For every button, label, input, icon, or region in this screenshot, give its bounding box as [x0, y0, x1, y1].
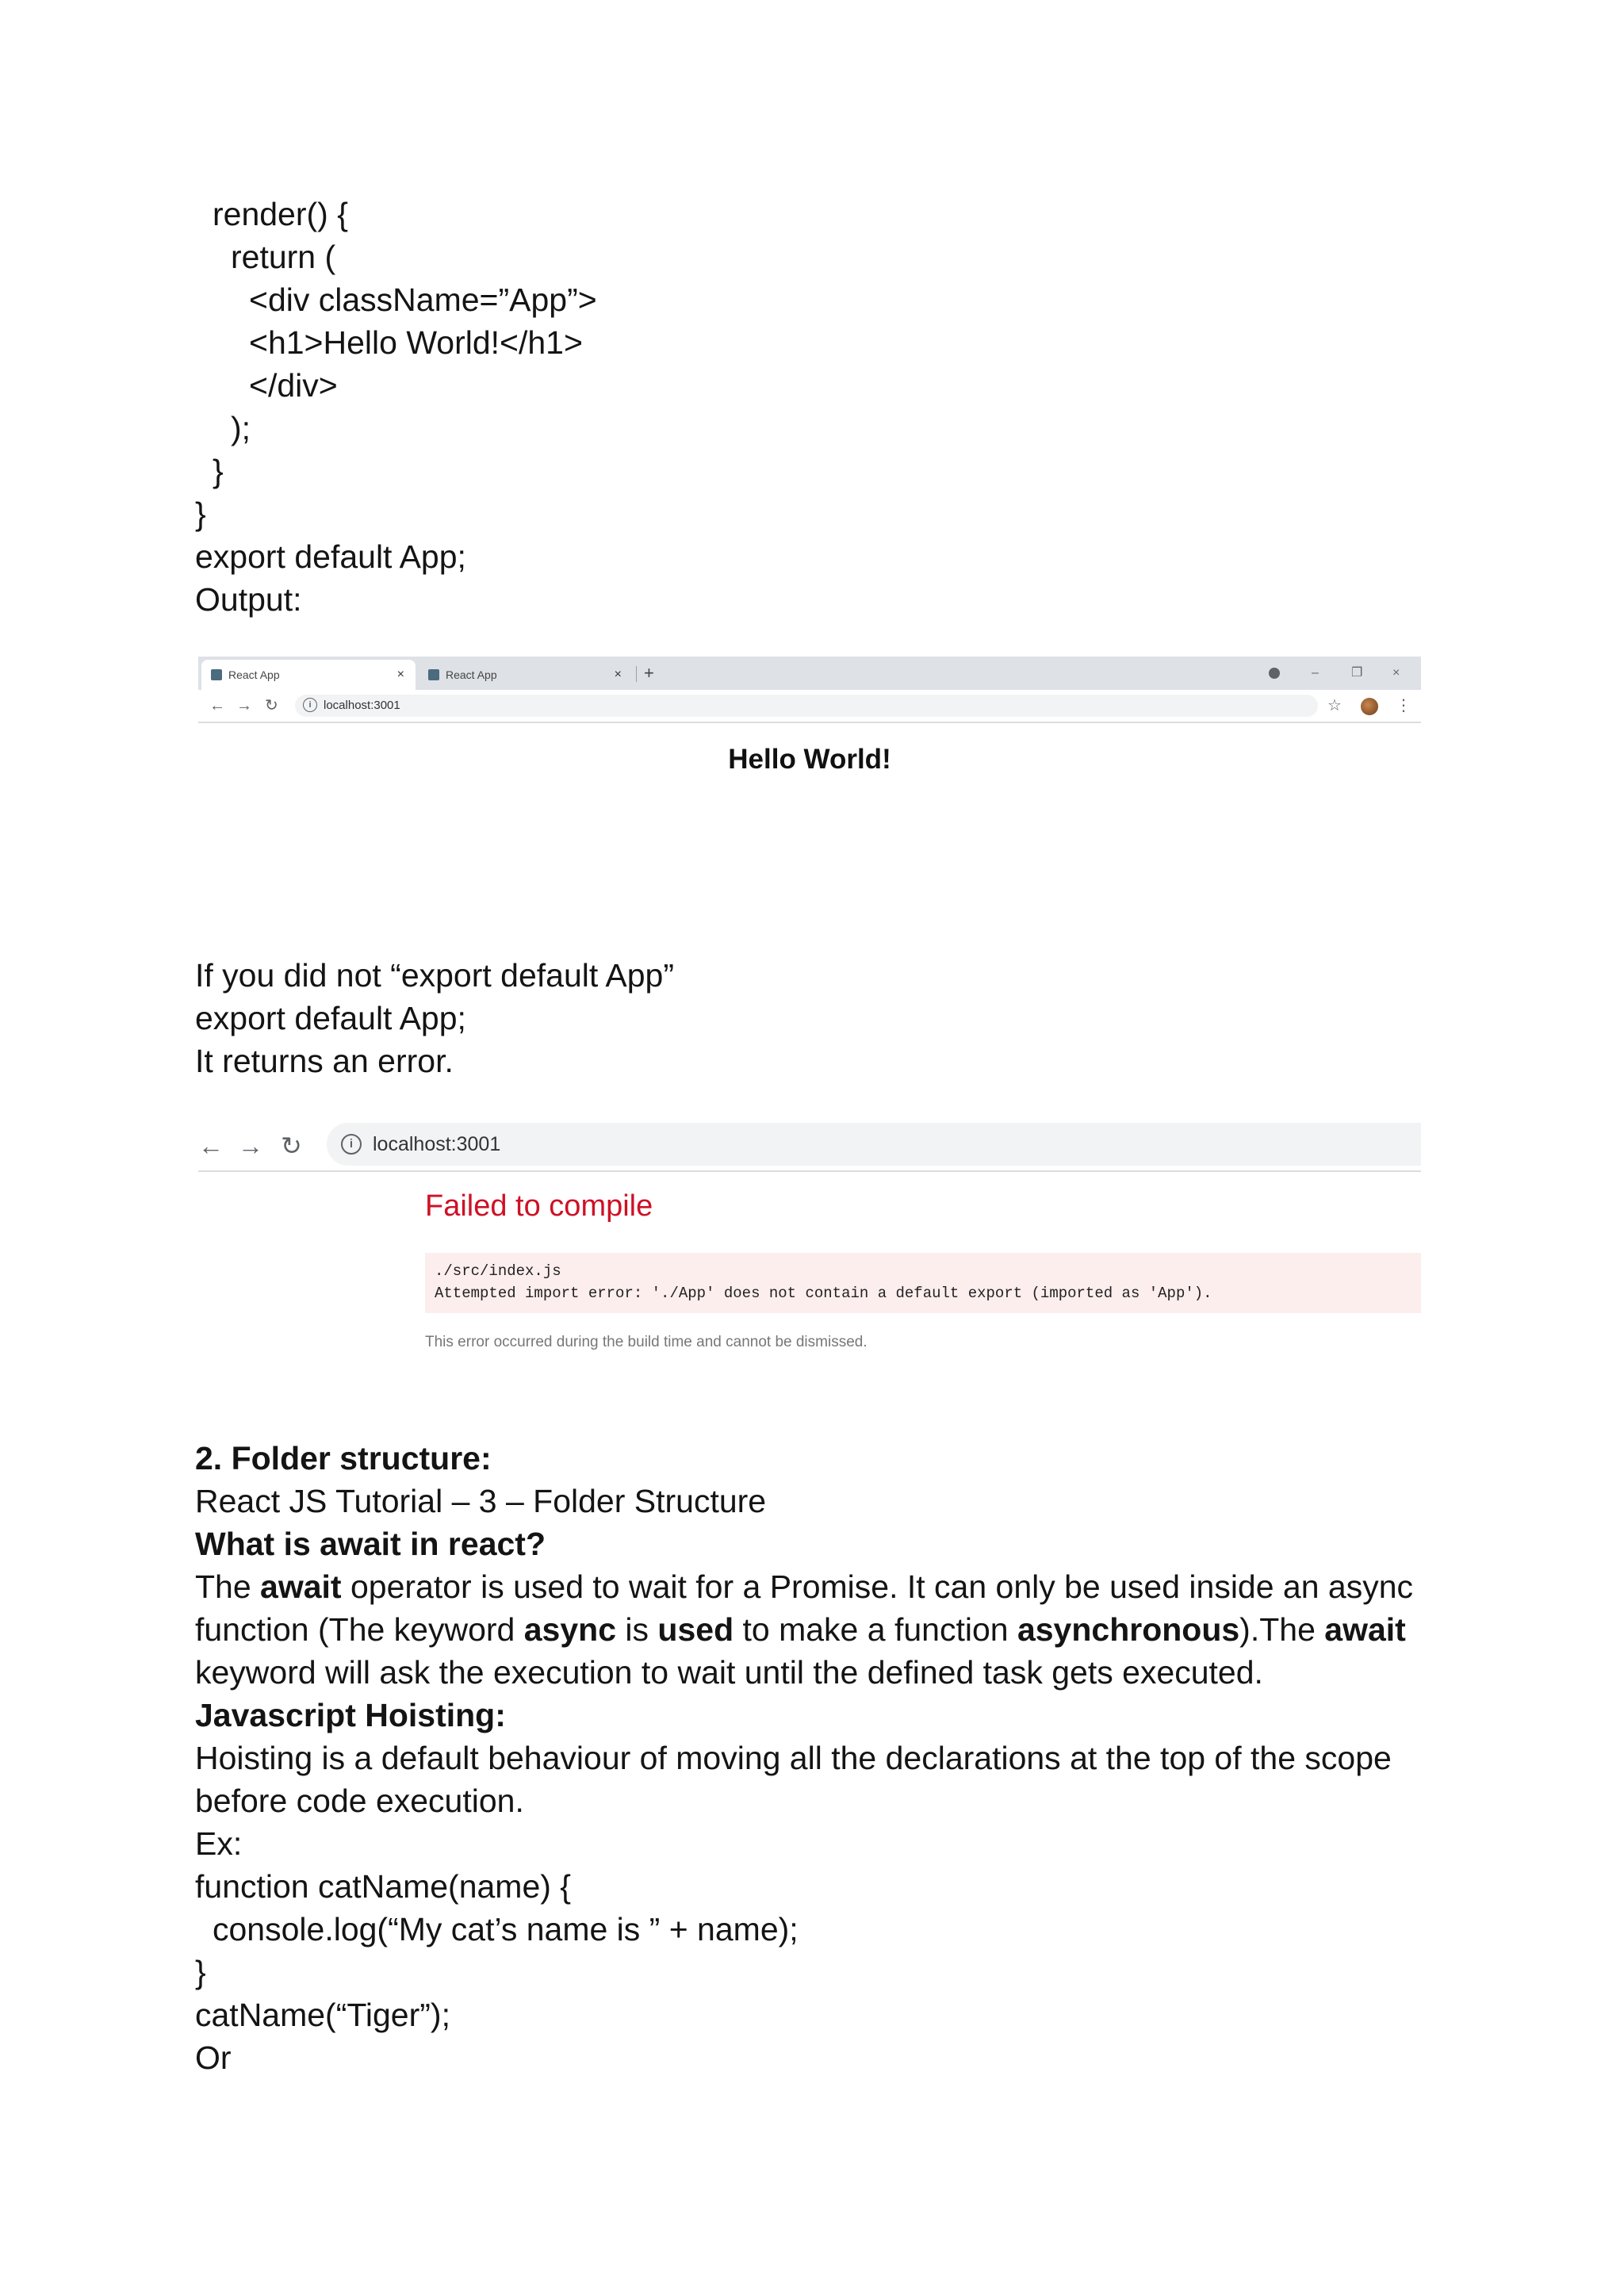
error-note: This error occurred during the build time and cannot be dismissed.: [425, 1334, 868, 1350]
paragraph-line: Hoisting is a default behaviour of moving all the declarations at the top of the scope: [195, 1740, 1392, 1776]
code-line: catName(“Tiger”);: [195, 1997, 450, 2033]
code-line: );: [231, 410, 251, 446]
tab-separator: [636, 666, 637, 682]
minimize-icon[interactable]: –: [1312, 666, 1319, 680]
question-heading: What is await in react?: [195, 1526, 546, 1562]
url-text: localhost:3001: [324, 699, 400, 712]
paragraph-line: export default App;: [195, 1000, 466, 1036]
browser-toolbar: [198, 1120, 1421, 1172]
extension-icon[interactable]: [1269, 668, 1280, 679]
address-bar[interactable]: [295, 695, 1318, 717]
paragraph-line: keyword will ask the execution to wait until the defined task gets executed.: [195, 1654, 1263, 1691]
browser-toolbar: [198, 690, 1421, 723]
paragraph-line: It returns an error.: [195, 1043, 454, 1079]
example-label: Ex:: [195, 1825, 243, 1862]
tab-react-app[interactable]: [201, 660, 416, 690]
code-line: <h1>Hello World!</h1>: [249, 324, 583, 361]
error-message-box: [425, 1253, 1421, 1313]
error-line: Attempted import error: './App' does not contain a default export (imported as 'App').: [435, 1285, 1212, 1302]
error-title: Failed to compile: [425, 1189, 653, 1223]
code-line: }: [195, 496, 206, 532]
close-window-icon[interactable]: ×: [1392, 666, 1400, 680]
code-line: }: [195, 1954, 206, 1990]
error-line: ./src/index.js: [435, 1262, 561, 1280]
reload-icon[interactable]: ↻: [281, 1132, 302, 1160]
bookmark-star-icon[interactable]: ☆: [1327, 697, 1342, 714]
address-bar[interactable]: [327, 1123, 1421, 1166]
back-icon[interactable]: ←: [209, 697, 225, 714]
tab-title: React App: [228, 668, 280, 681]
code-line: return (: [231, 239, 336, 275]
info-icon[interactable]: i: [303, 698, 317, 712]
page-heading: Hello World!: [728, 744, 891, 775]
back-icon[interactable]: ←: [198, 1132, 224, 1160]
profile-avatar[interactable]: [1361, 698, 1378, 715]
info-icon[interactable]: i: [341, 1134, 362, 1155]
code-line: }: [213, 453, 224, 489]
menu-icon[interactable]: ⋮: [1396, 697, 1411, 714]
tab-close-icon[interactable]: ×: [614, 668, 622, 681]
paragraph-line: before code execution.: [195, 1783, 524, 1819]
code-line: console.log(“My cat’s name is ” + name);: [213, 1911, 799, 1947]
output-label: Output:: [195, 581, 302, 618]
code-line: </div>: [249, 367, 338, 404]
restore-icon[interactable]: ❐: [1351, 666, 1363, 680]
error-screenshot: [198, 1120, 1421, 1365]
code-line: Or: [195, 2039, 232, 2076]
forward-icon[interactable]: →: [238, 1132, 263, 1160]
react-favicon-icon: [211, 669, 222, 680]
paragraph-line: The await operator is used to wait for a Promise. It can only be used inside an async: [195, 1568, 1414, 1605]
paragraph-line: function (The keyword async is used to make a function asynchronous).The await: [195, 1611, 1406, 1648]
section-heading: 2. Folder structure:: [195, 1440, 492, 1476]
section-subtitle: React JS Tutorial – 3 – Folder Structure: [195, 1483, 767, 1519]
tab-title: React App: [446, 668, 497, 681]
tab-close-icon[interactable]: ×: [396, 668, 404, 681]
new-tab-button[interactable]: +: [644, 663, 654, 683]
forward-icon[interactable]: →: [236, 697, 252, 714]
code-line: export default App;: [195, 538, 466, 575]
reload-icon[interactable]: ↻: [265, 697, 278, 714]
code-line: function catName(name) {: [195, 1868, 572, 1905]
tab-react-app-2[interactable]: [419, 660, 633, 690]
code-line: <div className=”App”>: [249, 281, 597, 318]
code-line: render() {: [213, 196, 348, 232]
browser-screenshot: [198, 657, 1421, 799]
tab-bar: [198, 657, 1421, 690]
paragraph-line: If you did not “export default App”: [195, 957, 674, 994]
url-text: localhost:3001: [373, 1133, 501, 1155]
hoisting-heading: Javascript Hoisting:: [195, 1697, 506, 1733]
react-favicon-icon: [428, 669, 439, 680]
